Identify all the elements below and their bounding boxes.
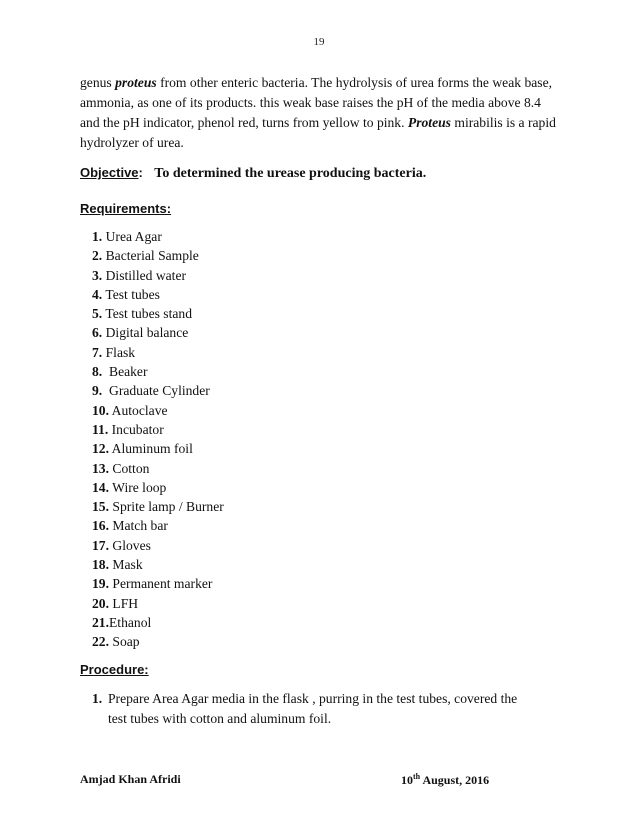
list-item: 18. Mask: [92, 557, 143, 573]
species-name: Proteus: [407, 115, 451, 130]
list-item: 14. Wire loop: [92, 479, 167, 495]
intro-text-2: from other enteric bacteria. The hydrolysis of urea forms the weak base, ammonia, as one of its products. this weak base raises the pH of the media above 8.4 and the pH indicator, phenol red, turns from yellow to pink.: [80, 75, 552, 130]
objective-text: To determined the urease producing bacteria.: [154, 166, 427, 181]
objective-row: [80, 165, 426, 182]
procedure-step-number: 1.: [92, 691, 103, 706]
intro-text-1: genus: [80, 75, 116, 90]
intro-paragraph: [80, 73, 560, 153]
list-item: 1. Urea Agar: [92, 229, 162, 244]
page-number: 19: [313, 36, 325, 48]
footer-date: 10th August, 2016: [401, 772, 490, 787]
procedure-label: Procedure:: [80, 662, 149, 677]
list-item: 4. Test tubes: [92, 286, 160, 302]
procedure-heading: [80, 662, 149, 678]
genus-name: proteus: [115, 75, 157, 90]
list-item: 17. Gloves: [92, 537, 151, 553]
requirements-heading: [80, 201, 171, 217]
list-item: 16. Match bar: [92, 518, 168, 534]
procedure-step-line-2: test tubes with cotton and aluminum foil.: [108, 711, 332, 726]
list-item: 9. Graduate Cylinder: [92, 383, 210, 399]
requirements-label: Requirements:: [80, 201, 172, 216]
list-item: 10. Autoclave: [92, 402, 168, 418]
list-item: 3. Distilled water: [92, 267, 187, 283]
list-item: 5. Test tubes stand: [92, 306, 192, 322]
list-item: 2. Bacterial Sample: [92, 248, 199, 264]
list-item: 15. Sprite lamp / Burner: [92, 499, 224, 515]
list-item: 8. Beaker: [92, 364, 148, 380]
procedure-step-1: [92, 689, 562, 729]
list-item: 11. Incubator: [92, 421, 164, 437]
procedure-step-line-1: Prepare Area Agar media in the flask , purring in the test tubes, covered the: [108, 691, 518, 706]
objective-label: Objective: [80, 165, 139, 180]
objective-colon: :: [138, 165, 143, 180]
list-item: 7. Flask: [92, 344, 136, 360]
list-item: 12. Aluminum foil: [92, 441, 193, 457]
list-item: 6. Digital balance: [92, 325, 189, 341]
list-item: 20. LFH: [92, 595, 139, 611]
footer-author: Amjad Khan Afridi: [80, 772, 181, 786]
list-item: 22. Soap: [92, 634, 140, 650]
list-item: 21.Ethanol: [92, 614, 152, 630]
list-item: 13. Cotton: [92, 460, 150, 476]
intro-text-3: mirabilis is a rapid hydrolyzer of urea.: [80, 115, 556, 150]
list-item: 19. Permanent marker: [92, 576, 213, 592]
requirements-list: [92, 227, 224, 652]
